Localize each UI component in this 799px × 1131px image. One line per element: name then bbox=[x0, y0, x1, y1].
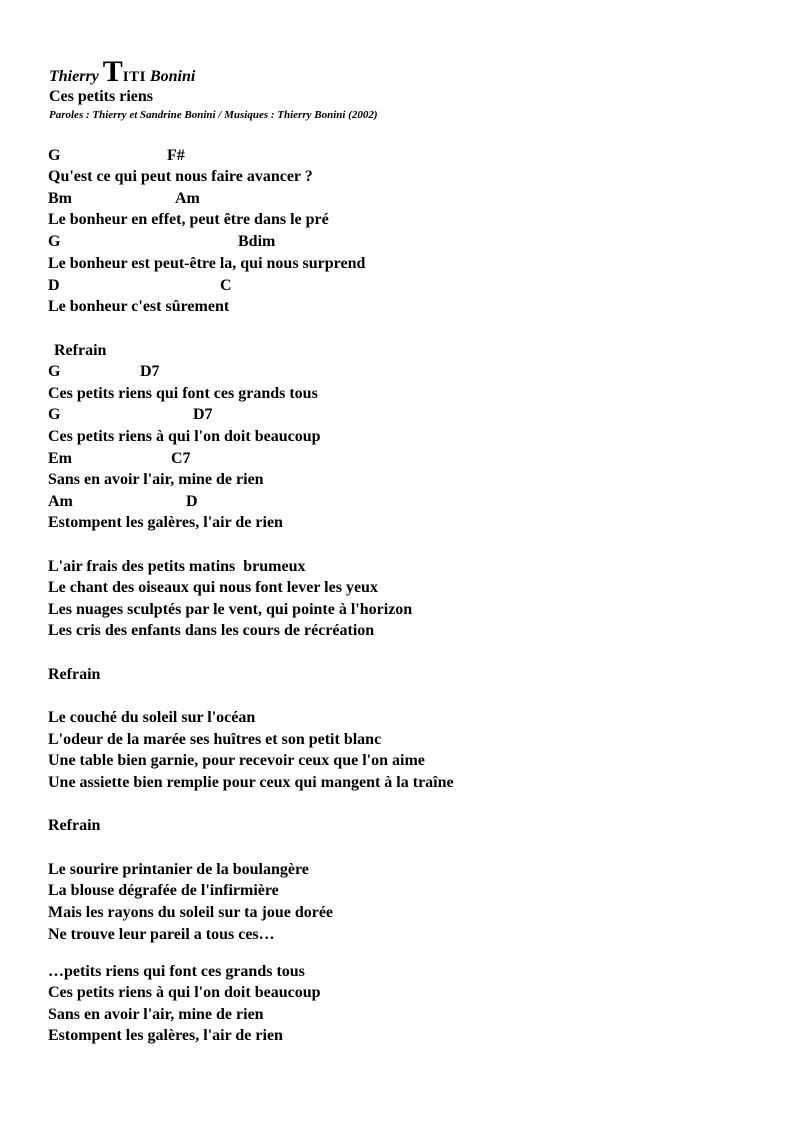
lyric-line: Ces petits riens qui font ces grands tous bbox=[48, 385, 318, 402]
lyric-line: La blouse dégrafée de l'infirmière bbox=[48, 882, 279, 899]
lyric-line: Estompent les galères, l'air de rien bbox=[48, 1027, 283, 1044]
chord: D7 bbox=[140, 363, 160, 380]
chord: G bbox=[48, 406, 61, 423]
lyric-line: Mais les rayons du soleil sur ta joue dorée bbox=[48, 904, 334, 921]
chord: F# bbox=[167, 147, 185, 164]
section-label: Refrain bbox=[48, 666, 101, 683]
lyric-line: …petits riens qui font ces grands tous bbox=[48, 963, 305, 980]
chord: Bm bbox=[48, 190, 72, 207]
lyric-line: Les nuages sculptés par le vent, qui pointe à l'horizon bbox=[48, 601, 413, 618]
chord: C bbox=[220, 277, 232, 294]
lyric-line: Une assiette bien remplie pour ceux qui mangent à la traîne bbox=[48, 774, 454, 791]
chord: Am bbox=[175, 190, 200, 207]
lyric-line: Ces petits riens à qui l'on doit beaucoup bbox=[48, 428, 321, 445]
lyric-line: Le bonheur c'est sûrement bbox=[48, 298, 230, 315]
chord: G bbox=[48, 147, 61, 164]
song-credits: Paroles : Thierry et Sandrine Bonini / Musiques : Thierry Bonini (2002) bbox=[49, 109, 378, 121]
lyric-line: Ces petits riens à qui l'on doit beaucoup bbox=[48, 984, 321, 1001]
chord: D bbox=[48, 277, 60, 294]
lyric-line: Les cris des enfants dans les cours de récréation bbox=[48, 622, 375, 639]
chord: G bbox=[48, 233, 61, 250]
artist-first-name: Thierry bbox=[49, 68, 99, 85]
lyric-line: Une table bien garnie, pour recevoir ceux que l'on aime bbox=[48, 752, 425, 769]
chord: Bdim bbox=[238, 233, 276, 250]
artist-nick-initial: T bbox=[102, 55, 123, 88]
lyric-line: Sans en avoir l'air, mine de rien bbox=[48, 471, 264, 488]
artist-nick-rest: ITI bbox=[122, 69, 146, 85]
artist-name bbox=[49, 55, 195, 89]
chord: D bbox=[186, 493, 198, 510]
lyric-line: Le bonheur est peut-être la, qui nous surprend bbox=[48, 255, 366, 272]
lyric-line: Le chant des oiseaux qui nous font lever les yeux bbox=[48, 579, 378, 596]
lyric-line: Sans en avoir l'air, mine de rien bbox=[48, 1006, 264, 1023]
lyric-line: Estompent les galères, l'air de rien bbox=[48, 514, 283, 531]
lyric-line: Ne trouve leur pareil a tous ces… bbox=[48, 926, 275, 943]
lyric-line: Le couché du soleil sur l'océan bbox=[48, 709, 256, 726]
chord: G bbox=[48, 363, 61, 380]
section-label: Refrain bbox=[54, 342, 107, 359]
lyric-line: Qu'est ce qui peut nous faire avancer ? bbox=[48, 168, 313, 185]
lyric-line: L'air frais des petits matins brumeux bbox=[48, 558, 306, 575]
artist-last-name: Bonini bbox=[149, 68, 196, 85]
lyric-line: Le sourire printanier de la boulangère bbox=[48, 861, 309, 878]
chord: Em bbox=[48, 450, 72, 467]
chord: C7 bbox=[171, 450, 191, 467]
chord: D7 bbox=[193, 406, 213, 423]
chord: Am bbox=[48, 493, 73, 510]
section-label: Refrain bbox=[48, 817, 101, 834]
lyric-line: L'odeur de la marée ses huîtres et son petit blanc bbox=[48, 731, 382, 748]
song-title: Ces petits riens bbox=[49, 88, 153, 105]
lyric-line: Le bonheur en effet, peut être dans le pré bbox=[48, 211, 329, 228]
